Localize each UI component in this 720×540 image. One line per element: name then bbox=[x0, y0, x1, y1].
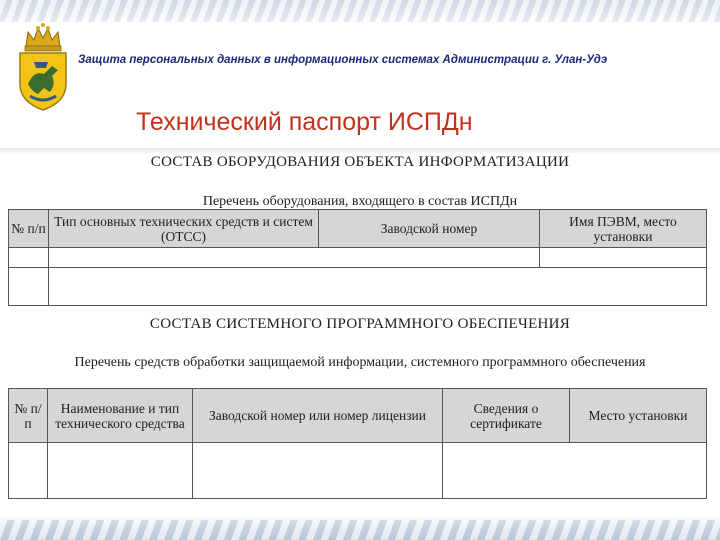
coat-of-arms-icon bbox=[14, 22, 72, 114]
bottom-decorative-band bbox=[0, 516, 720, 540]
column-header-number: № п/п bbox=[9, 210, 49, 248]
column-header-type: Тип основных технических средств и систем (ОТСС) bbox=[49, 210, 319, 248]
column-header-name-type: Наименование и тип технического средства bbox=[48, 389, 193, 443]
section-title-equipment: СОСТАВ ОБОРУДОВАНИЯ ОБЪЕКТА ИНФОРМАТИЗАЦИИ bbox=[150, 154, 570, 170]
table-cell bbox=[9, 268, 49, 306]
top-decorative-band bbox=[0, 0, 720, 22]
table-cell bbox=[49, 248, 540, 268]
section-title-software: СОСТАВ СИСТЕМНОГО ПРОГРАММНОГО ОБЕСПЕЧЕНИЯ bbox=[149, 316, 571, 332]
table-caption-software: Перечень средств обработки защищаемой информации, системного программного обеспечения bbox=[74, 355, 646, 370]
table-row bbox=[9, 268, 707, 306]
table-header-row bbox=[9, 210, 707, 248]
table-cell bbox=[9, 248, 49, 268]
organization-title: Защита персональных данных в информационных системах Администрации г. Улан-Удэ bbox=[78, 54, 608, 66]
table-cell bbox=[9, 443, 48, 499]
table-row bbox=[9, 248, 707, 268]
table-cell bbox=[49, 268, 707, 306]
column-header-location: Место установки bbox=[570, 389, 707, 443]
equipment-table bbox=[8, 209, 707, 306]
table-cell bbox=[540, 248, 707, 268]
table-row bbox=[9, 443, 707, 499]
table-cell bbox=[48, 443, 193, 499]
page-title: Технический паспорт ИСПДн bbox=[136, 108, 473, 136]
column-header-serial: Заводской номер bbox=[319, 210, 540, 248]
table-cell bbox=[193, 443, 443, 499]
column-header-pc-location: Имя ПЭВМ, место установки bbox=[540, 210, 707, 248]
table-cell bbox=[443, 443, 707, 499]
column-header-number: № п/п bbox=[9, 389, 48, 443]
table-caption-equipment: Перечень оборудования, входящего в состав ИСПДн bbox=[202, 194, 518, 209]
software-table bbox=[8, 388, 707, 499]
column-header-serial-license: Заводской номер или номер лицензии bbox=[193, 389, 443, 443]
table-header-row bbox=[9, 389, 707, 443]
column-header-certificate: Сведения о сертификате bbox=[443, 389, 570, 443]
